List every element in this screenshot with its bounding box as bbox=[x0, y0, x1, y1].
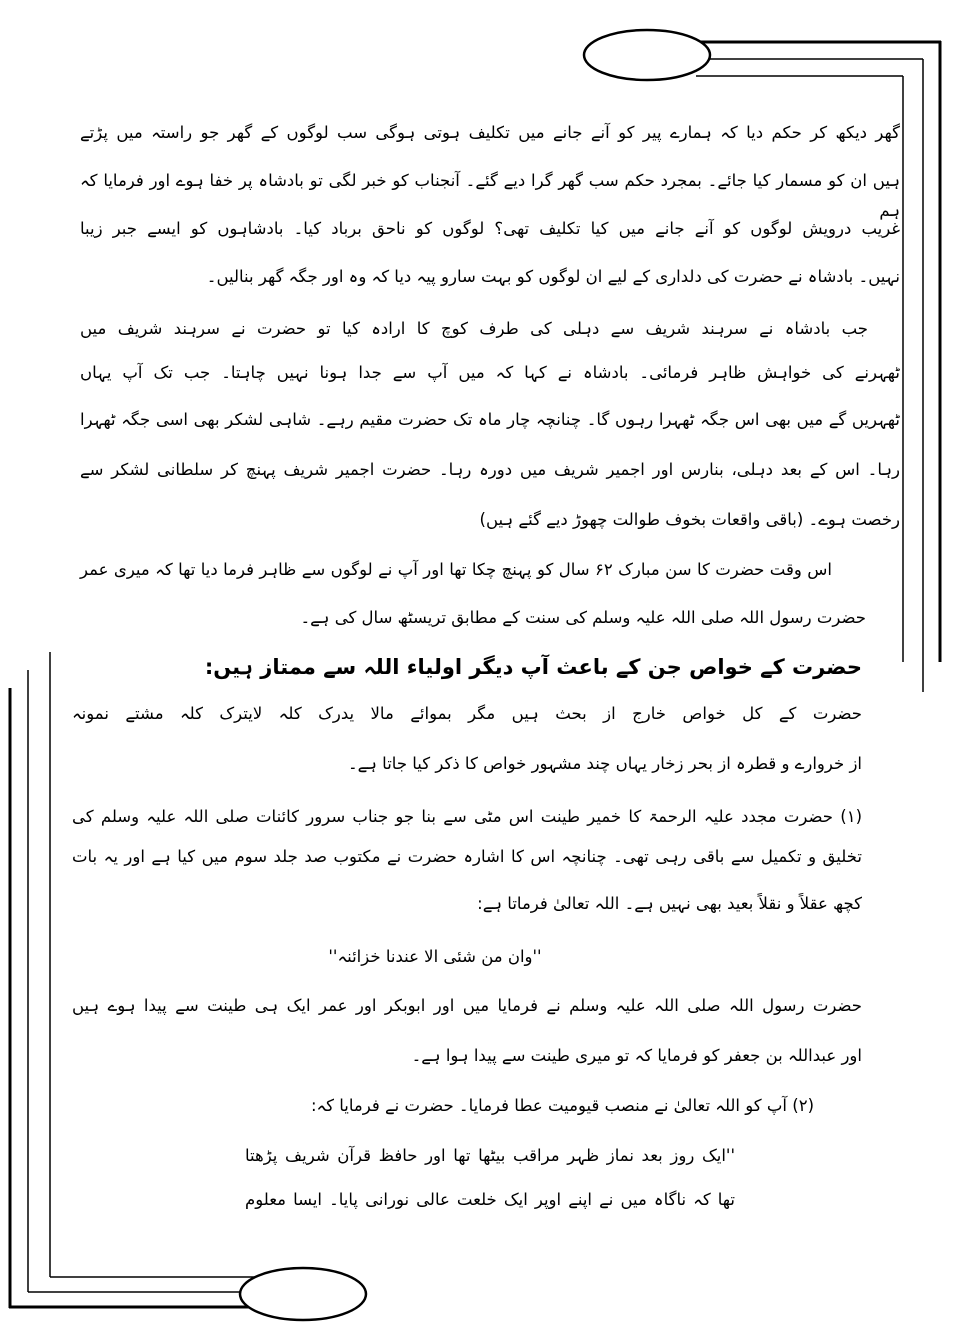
section-heading: حضرت کے خواص جن کے باعث آپ دیگر اولیاء اللہ سے ممتاز ہیں: bbox=[204, 655, 862, 679]
paragraph-start-line: جب بادشاہ نے سرہند شریف سے دہلی کی طرف کوچ کا ارادہ کیا تو حضرت نے سرہند شریف میں bbox=[80, 319, 868, 338]
text-line: رخصت ہوے۔ (باقی واقعات بخوف طوالت چھوڑ دیے گئے ہیں) bbox=[479, 510, 900, 529]
text-line: ہیں ان کو مسمار کیا جائے۔ بمجرد حکم سب گھر گرا دیے گئے۔ آنجناب کو خبر لگی تو بادشاہ پر خفا ہوے اور فرمایا کہ ہم bbox=[80, 171, 900, 220]
block-quote-line: تھا کہ ناگاہ میں نے اپنے اوپر ایک خلعت عالی نورانی پایا۔ ایسا معلوم bbox=[245, 1190, 735, 1209]
text-line: حضرت کے کل خواص خارج از بحث ہیں مگر بموائے مالا یدرک کلہ لایترک کلہ مشتے نمونہ bbox=[72, 704, 862, 723]
text-line: ٹھہریں گے میں بھی اس جگہ ٹھہرا رہوں گا۔ چنانچہ چار ماہ تک حضرت مقیم رہے۔ شاہی لشکر بھی اسی جگہ ٹھہرا bbox=[80, 410, 900, 429]
numbered-item-line: (۲) آپ کو اللہ تعالیٰ نے منصب قیومیت عطا فرمایا۔ حضرت نے فرمایا کہ: bbox=[310, 1096, 814, 1115]
text-line: ٹھہرنے کی خواہش ظاہر فرمائی۔ بادشاہ نے کہا کہ میں آپ سے جدا ہونا نہیں چاہتا۔ جب تک آپ یہاں bbox=[80, 363, 900, 382]
block-quote-line: ''ایک روز بعد نماز ظہر مراقب بیٹھا تھا اور حافظ قرآن شریف پڑھتا bbox=[245, 1146, 735, 1165]
numbered-item-line: (۱) حضرت مجدد علیہ الرحمۃ کا خمیر طینت اس مٹی سے بنا جو جناب سرور کائنات صلی اللہ علیہ وسلم کی bbox=[72, 807, 862, 826]
top-ornament-ellipse bbox=[584, 30, 710, 80]
text-line: از خروارے و قطرہ از بحر زخار یہاں چند مشہور خواص کا ذکر کیا جاتا ہے۔ bbox=[347, 754, 862, 773]
text-line: کچھ عقلاً و نقلاً بعید بھی نہیں ہے۔ اللہ تعالیٰ فرماتا ہے: bbox=[477, 894, 862, 913]
text-line: نہیں۔ بادشاہ نے حضرت کی دلداری کے لیے ان لوگوں کو بہت سارو پیہ دیا کہ وہ اور جگہ گھر بنالیں۔ bbox=[206, 267, 900, 286]
text-line: حضرت رسول اللہ صلی اللہ علیہ وسلم نے فرمایا میں اور ابوبکر اور عمر ایک ہی طینت سے پیدا ہوے ہیں bbox=[72, 996, 862, 1015]
text-line: رہا۔ اس کے بعد دہلی، بنارس اور اجمیر شریف میں دورہ رہا۔ حضرت اجمیر شریف پہنچ کر سلطانی لشکر سے bbox=[80, 460, 900, 479]
text-line: تخلیق و تکمیل سے باقی رہی تھی۔ چنانچہ اس کا اشارہ حضرت نے مکتوب صد جلد سوم میں کیا ہے اور یہ بات bbox=[72, 847, 862, 866]
text-line: حضرت رسول اللہ صلی اللہ علیہ وسلم کی سنت کے مطابق تریسٹھ سال کی ہے۔ bbox=[300, 608, 866, 627]
paragraph-start-line: اس وقت حضرت کا سن مبارک ۶۲ سال کو پہنچ چکا تھا اور آپ نے لوگوں سے ظاہر فرما دیا تھا کہ میری عمر bbox=[80, 560, 832, 579]
quranic-quote: ''وان من شئی الا عندنا خزائنہ'' bbox=[328, 947, 542, 966]
text-line: اور عبداللہ بن جعفر کو فرمایا کہ تو میری طینت سے پیدا ہوا ہے۔ bbox=[411, 1046, 862, 1065]
bottom-ornament-ellipse bbox=[240, 1268, 366, 1320]
text-line: غریب درویش لوگوں کو آنے جانے میں کیا تکلیف تھی؟ لوگوں کو ناحق برباد کیا۔ بادشاہوں کو ایسے جبر زیبا bbox=[80, 219, 900, 238]
text-line: گھر دیکھ کر حکم دیا کہ ہمارے پیر کو آنے جانے میں تکلیف ہوتی ہوگی سب لوگوں کے گھر جو راستہ میں پڑتے bbox=[80, 123, 900, 142]
